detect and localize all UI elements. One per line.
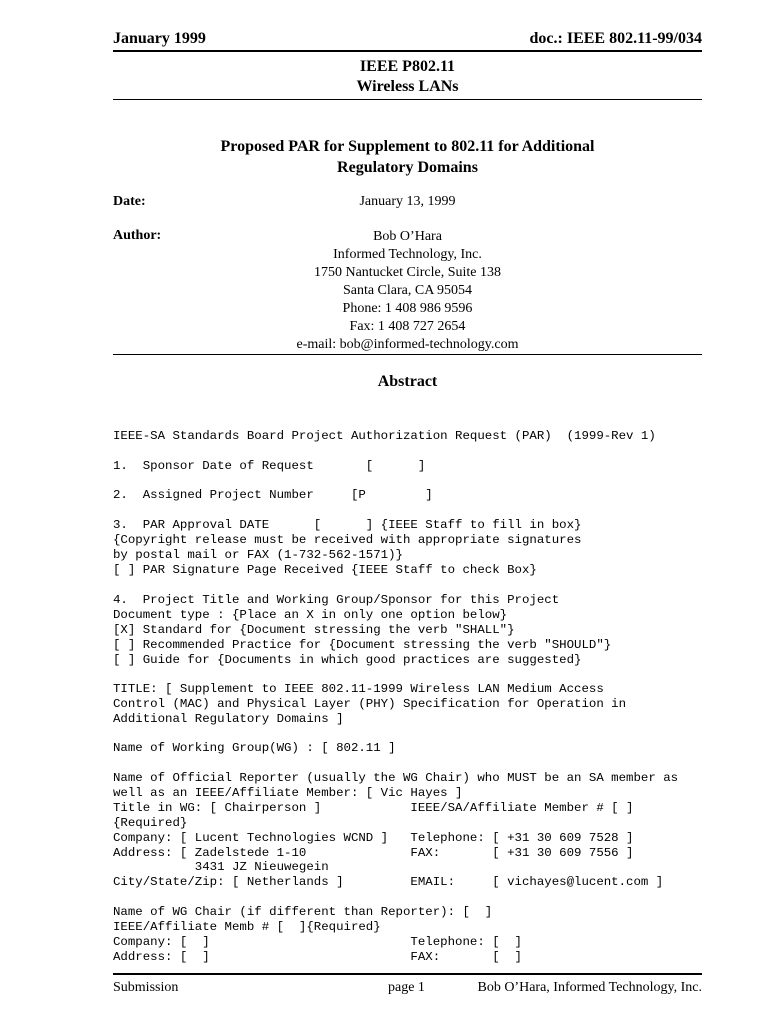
org-rule [113,99,702,100]
header-date: January 1999 [113,30,206,47]
doc-title-line-2: Regulatory Domains [337,159,478,176]
footer-submission: Submission [113,980,179,995]
author-email: e-mail: bob@informed-technology.com [296,337,519,352]
project-number-item: 2. Assigned Project Number [P ] [113,488,433,502]
footer-page-number: page 1 [388,980,425,995]
author-street: 1750 Nantucket Circle, Suite 138 [313,265,502,280]
doc-title-line-1: Proposed PAR for Supplement to 802.11 for Additional [220,138,595,155]
date-value: January 13, 1999 [359,194,456,209]
working-group-field: Name of Working Group(WG) : [ 802.11 ] [113,741,396,755]
author-rule [113,354,702,355]
footer-author: Bob O’Hara, Informed Technology, Inc. [477,980,702,995]
official-reporter-section: Name of Official Reporter (usually the WG Chair) who MUST be an SA member as well as an IEEE/Affiliate Member: [ Vic Hayes ] Title in WG: [ Chairperson ] IEEE/SA/Affiliate Member # [ ] {Required} Company: [ Lucent Technologies WCND ] Telephone: [ +31 30 609 7528 ] Address: [ Zadelstede 1-10 FAX: [ +31 30 609 7556 ] 3431 JZ Nieuwegein City/State/Zip: [ Netherlands ] EMAIL: [ vichayes@lucent.com ] [113,771,679,890]
wg-chair-section: Name of WG Chair (if different than Reporter): [ ] IEEE/Affiliate Memb # [ ]{Required} Company: [ ] Telephone: [ ] Address: [ ] FAX: [ ] [113,905,522,964]
author-label: Author: [113,228,162,243]
par-header-text: IEEE-SA Standards Board Project Authorization Request (PAR) (1999-Rev 1) [113,429,656,443]
header-rule [113,50,702,52]
par-approval-item: 3. PAR Approval DATE [ ] {IEEE Staff to fill in box} {Copyright release must be received with appropriate signatures by postal mail or FAX (1-732-562-1571)} [ ] PAR Signature Page Received {IEEE Staff to check Box} [113,518,582,577]
date-label: Date: [113,194,146,209]
title-field: TITLE: [ Supplement to IEEE 802.11-1999 Wireless LAN Medium Access Control (MAC) and Physical Layer (PHY) Specification for Operation in Additional Regulatory Domains ] [113,682,627,726]
author-fax: Fax: 1 408 727 2654 [349,319,466,334]
abstract-heading: Abstract [377,373,438,390]
sponsor-date-item: 1. Sponsor Date of Request [ ] [113,459,426,473]
org-line-1: IEEE P802.11 [359,58,456,75]
author-phone: Phone: 1 408 986 9596 [342,301,473,316]
header-doc-number: doc.: IEEE 802.11-99/034 [529,30,702,47]
author-name: Bob O’Hara [373,229,442,244]
author-block [113,228,702,354]
author-city: Santa Clara, CA 95054 [342,283,473,298]
footer-rule [113,973,702,975]
org-line-2: Wireless LANs [356,78,459,95]
author-company: Informed Technology, Inc. [333,247,482,262]
project-title-item: 4. Project Title and Working Group/Sponsor for this Project Document type : {Place an X in only one option below} [X] Standard for {Document stressing the verb "SHALL"} [ ] Recommended Practice for {Document stressing the verb "SHOULD"} [ ] Guide for {Documents in which good practices are suggested} [113,593,612,667]
